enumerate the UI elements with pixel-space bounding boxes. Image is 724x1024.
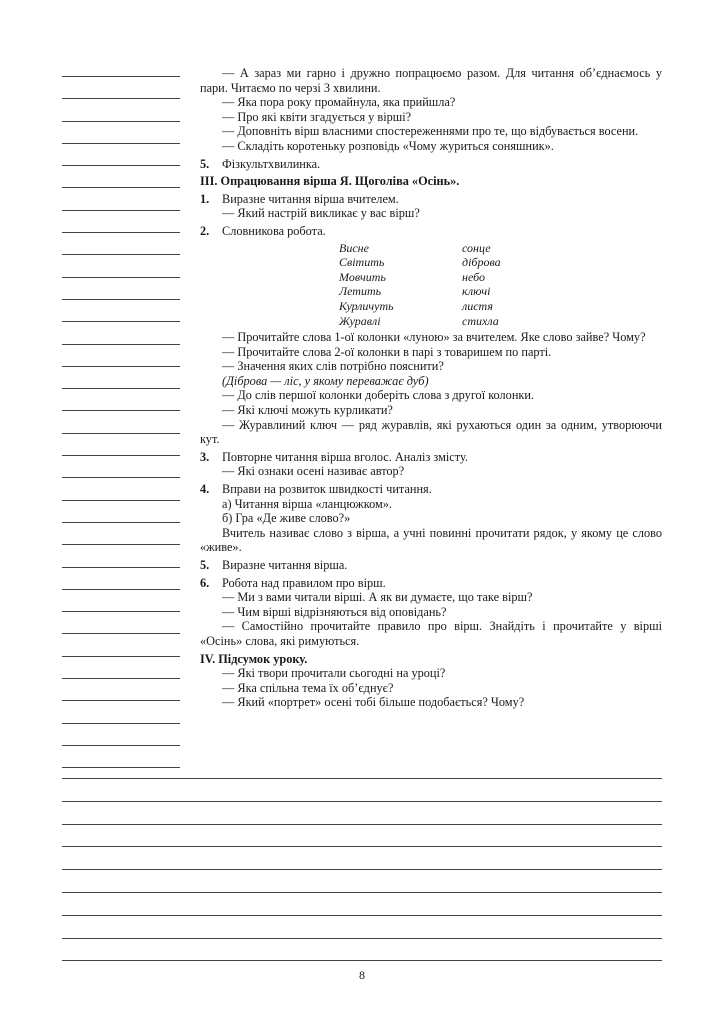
paragraph: Вчитель називає слово з вірша, а учні повинні прочитати рядок, у якому це слово «живе». — [200, 525, 662, 555]
writing-line — [62, 824, 662, 825]
page-number: 8 — [359, 968, 365, 982]
note-line — [62, 299, 180, 300]
question: — Які ознаки осені називає автор? — [222, 464, 405, 479]
note-line — [62, 187, 180, 188]
question: — Самостійно прочитайте правило про вірш. Знайдіть і прочитайте у вірші «Осінь» слова, які римуються. — [200, 619, 662, 648]
word-col1: Мовчить — [339, 269, 386, 284]
margin-note-lines — [62, 76, 180, 790]
item-number: 2. — [200, 223, 210, 238]
item-text: Робота над правилом про вірш. — [222, 575, 386, 590]
word-col1: Летить — [339, 284, 382, 299]
note-line — [62, 388, 180, 389]
word-col1: Світить — [339, 255, 385, 270]
writing-line — [62, 960, 662, 961]
note-line — [62, 500, 180, 501]
item-number: 3. — [200, 449, 210, 464]
question: — Прочитайте слова 1-ої колонки «луною» за вчителем. Яке слово зайве? Чому? — [222, 330, 646, 345]
writing-lines — [62, 778, 662, 983]
numbered-item — [200, 157, 662, 172]
word-col2: стихла — [462, 313, 499, 328]
item-text: Повторне читання вірша вголос. Аналіз змісту. — [222, 449, 468, 464]
word-row — [339, 241, 501, 256]
question: — Журавлиний ключ — ряд журавлів, які рухаються один за одним, утворюючи кут. — [200, 417, 662, 447]
word-col2: діброва — [462, 255, 501, 270]
numbered-item — [200, 558, 662, 573]
item-text: Вправи на розвиток швидкості читання. — [222, 482, 432, 497]
question: — Значення яких слів потрібно пояснити? — [222, 359, 444, 374]
note-line — [62, 745, 180, 746]
item-text: Фізкультхвилинка. — [222, 156, 321, 171]
word-col1: Курличуть — [339, 298, 394, 313]
numbered-item — [200, 224, 662, 239]
note-line — [62, 210, 180, 211]
question: — Які твори прочитали сьогодні на уроці? — [222, 666, 446, 681]
note-line — [62, 522, 180, 523]
paragraph: — А зараз ми гарно і дружно попрацюємо разом. Для читання об’єднаємось у пари. Читаємо по черзі 3 хвилини. — [200, 66, 662, 95]
writing-line — [62, 869, 662, 870]
question: — Який настрій викликає у вас вірш? — [222, 206, 420, 221]
item-number: 1. — [200, 191, 210, 206]
note-line — [62, 567, 180, 568]
numbered-item — [200, 450, 662, 465]
note-line — [62, 767, 180, 768]
note-line — [62, 410, 180, 411]
note-line — [62, 678, 180, 679]
sub-item: а) Читання вірша «ланцюжком». — [222, 496, 392, 511]
note-line — [62, 477, 180, 478]
question: — Який «портрет» осені тобі більше подобається? Чому? — [222, 695, 525, 710]
word-row — [339, 270, 501, 285]
item-number: 4. — [200, 482, 210, 497]
note-line — [62, 76, 180, 77]
item-number: 5. — [200, 156, 210, 171]
word-row — [339, 299, 501, 314]
note-line — [62, 121, 180, 122]
word-col2: листя — [462, 298, 493, 313]
word-col1: Висне — [339, 240, 369, 255]
numbered-item — [200, 482, 662, 497]
note-line — [62, 656, 180, 657]
item-number: 5. — [200, 558, 210, 572]
question: — Про які квіти згадується у вірші? — [222, 109, 412, 124]
section-heading: III. Опрацювання вірша Я. Щоголіва «Осінь». — [200, 174, 460, 189]
note-line — [62, 611, 180, 612]
note-line — [62, 165, 180, 166]
word-col2: небо — [462, 269, 485, 284]
note-line — [62, 277, 180, 278]
question: — Ми з вами читали вірші. А як ви думаєте, що таке вірш? — [222, 590, 533, 605]
lesson-text — [200, 66, 662, 710]
note-line — [62, 321, 180, 322]
question: — До слів першої колонки доберіть слова з другої колонки. — [222, 388, 535, 403]
writing-line — [62, 801, 662, 802]
sub-item: б) Гра «Де живе слово?» — [222, 511, 351, 526]
question: — Доповніть вірш власними спостереженнями про те, що відбувається восени. — [222, 124, 639, 139]
note-line — [62, 344, 180, 345]
note-line — [62, 544, 180, 545]
question: — Прочитайте слова 2-ої колонки в парі з товаришем по парті. — [222, 344, 552, 359]
item-text: Словникова робота. — [222, 223, 326, 238]
numbered-item — [200, 192, 662, 207]
writing-line — [62, 938, 662, 939]
word-col2: сонце — [462, 240, 491, 255]
question: — Яка спільна тема їх об’єднує? — [222, 680, 394, 695]
question: — Чим вірші відрізняються від оповідань? — [222, 604, 447, 619]
note-line — [62, 254, 180, 255]
word-row — [339, 255, 501, 270]
vocabulary-table — [339, 241, 501, 329]
note-line — [62, 589, 180, 590]
section-heading: IV. Підсумок уроку. — [200, 651, 308, 666]
note-line — [62, 723, 180, 724]
writing-line — [62, 846, 662, 847]
item-text: Виразне читання вірша. — [222, 558, 348, 572]
writing-line — [62, 915, 662, 916]
word-col2: ключі — [462, 284, 491, 299]
note: (Діброва — ліс, у якому переважає дуб) — [222, 373, 429, 388]
question: — Складіть коротеньку розповідь «Чому журиться соняшник». — [222, 138, 554, 153]
writing-line — [62, 892, 662, 893]
item-text: Виразне читання вірша вчителем. — [222, 191, 399, 206]
note-line — [62, 633, 180, 634]
note-line — [62, 232, 180, 233]
writing-line — [62, 778, 662, 779]
question: — Яка пора року промайнула, яка прийшла? — [222, 95, 456, 110]
item-number: 6. — [200, 575, 210, 590]
note-line — [62, 366, 180, 367]
note-line — [62, 433, 180, 434]
question: — Які ключі можуть курликати? — [222, 403, 393, 418]
word-row — [339, 284, 501, 299]
note-line — [62, 143, 180, 144]
note-line — [62, 700, 180, 701]
note-line — [62, 455, 180, 456]
numbered-item — [200, 576, 662, 591]
note-line — [62, 98, 180, 99]
word-col1: Журавлі — [339, 313, 381, 328]
word-row — [339, 314, 501, 329]
